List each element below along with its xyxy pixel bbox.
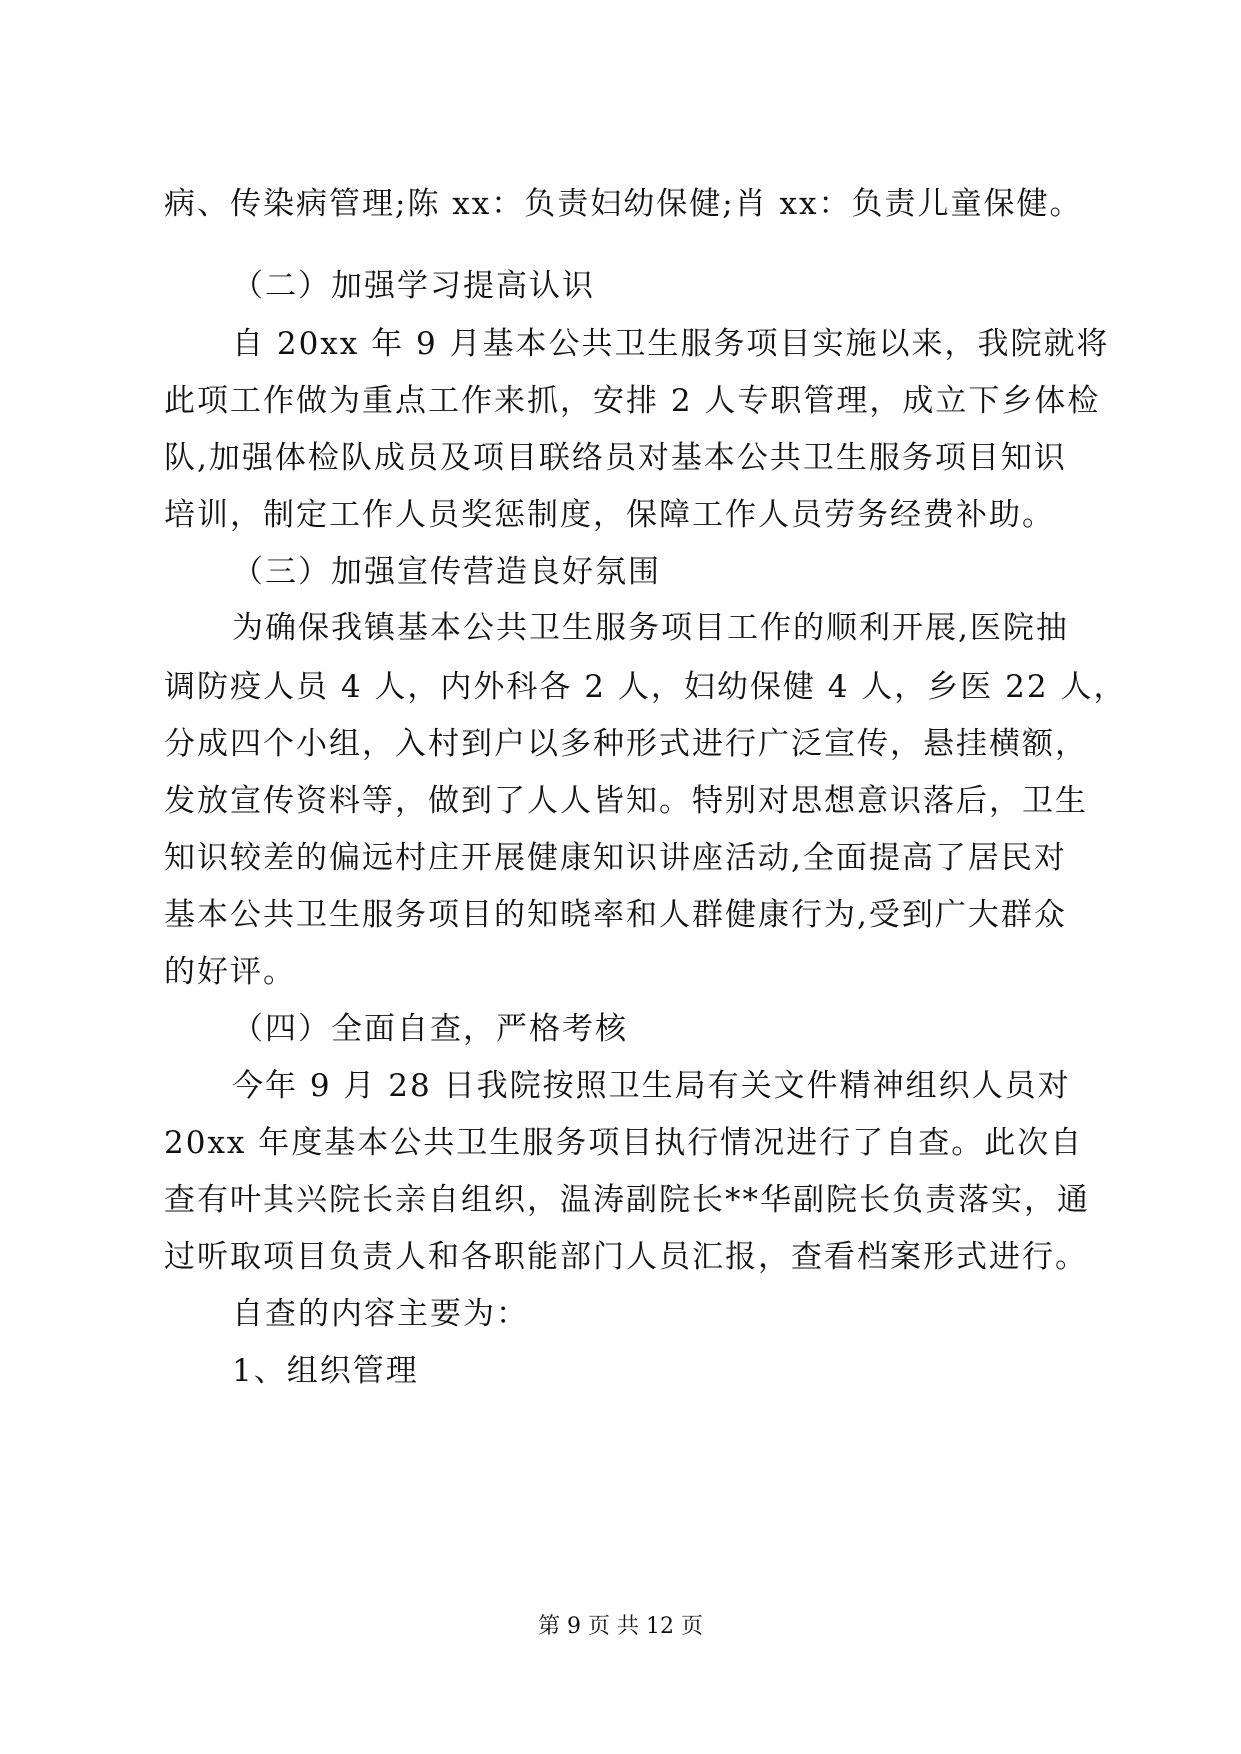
body-line: 自查的内容主要为： <box>232 1296 529 1332</box>
body-line: 20xx 年度基本公共卫生服务项目执行情况进行了自查。此次自 <box>164 1125 1084 1161</box>
body-line: 知识较差的偏远村庄开展健康知识讲座活动,全面提高了居民对 <box>164 840 1067 876</box>
body-line: 调防疫人员 4 人，内外科各 2 人，妇幼保健 4 人，乡医 22 人， <box>164 669 1127 705</box>
body-line: 培训，制定工作人员奖惩制度，保障工作人员劳务经费补助。 <box>164 497 1055 533</box>
body-line: 查有叶其兴院长亲自组织，温涛副院长**华副院长负责落实，通 <box>164 1182 1090 1218</box>
body-line: 此项工作做为重点工作来抓，安排 2 人专职管理，成立下乡体检 <box>164 383 1101 419</box>
body-line: 的好评。 <box>164 954 296 990</box>
body-line: 为确保我镇基本公共卫生服务项目工作的顺利开展,医院抽 <box>232 610 1069 646</box>
body-line: 发放宣传资料等，做到了人人皆知。特别对思想意识落后，卫生 <box>164 783 1088 819</box>
section-heading: （三）加强宣传营造良好氛围 <box>232 554 661 590</box>
body-line: 基本公共卫生服务项目的知晓率和人群健康行为,受到广大群众 <box>164 897 1067 933</box>
section-heading: （四）全面自查，严格考核 <box>232 1011 628 1047</box>
body-line: 分成四个小组，入村到户以多种形式进行广泛宣传，悬挂横额， <box>164 726 1088 762</box>
body-line: 今年 9 月 28 日我院按照卫生局有关文件精神组织人员对 <box>232 1068 1071 1104</box>
body-line: 过听取项目负责人和各职能部门人员汇报，查看档案形式进行。 <box>164 1239 1088 1275</box>
body-line: 病、传染病管理;陈 xx：负责妇幼保健;肖 xx：负责儿童保健。 <box>164 186 1083 222</box>
body-line: 队,加强体检队成员及项目联络员对基本公共卫生服务项目知识 <box>164 440 1067 476</box>
list-item-heading: 1、组织管理 <box>232 1353 419 1389</box>
page-number-footer: 第 9 页 共 12 页 <box>538 1614 703 1639</box>
section-heading: （二）加强学习提高认识 <box>232 268 595 304</box>
body-line: 自 20xx 年 9 月基本公共卫生服务项目实施以来，我院就将 <box>232 326 1110 362</box>
